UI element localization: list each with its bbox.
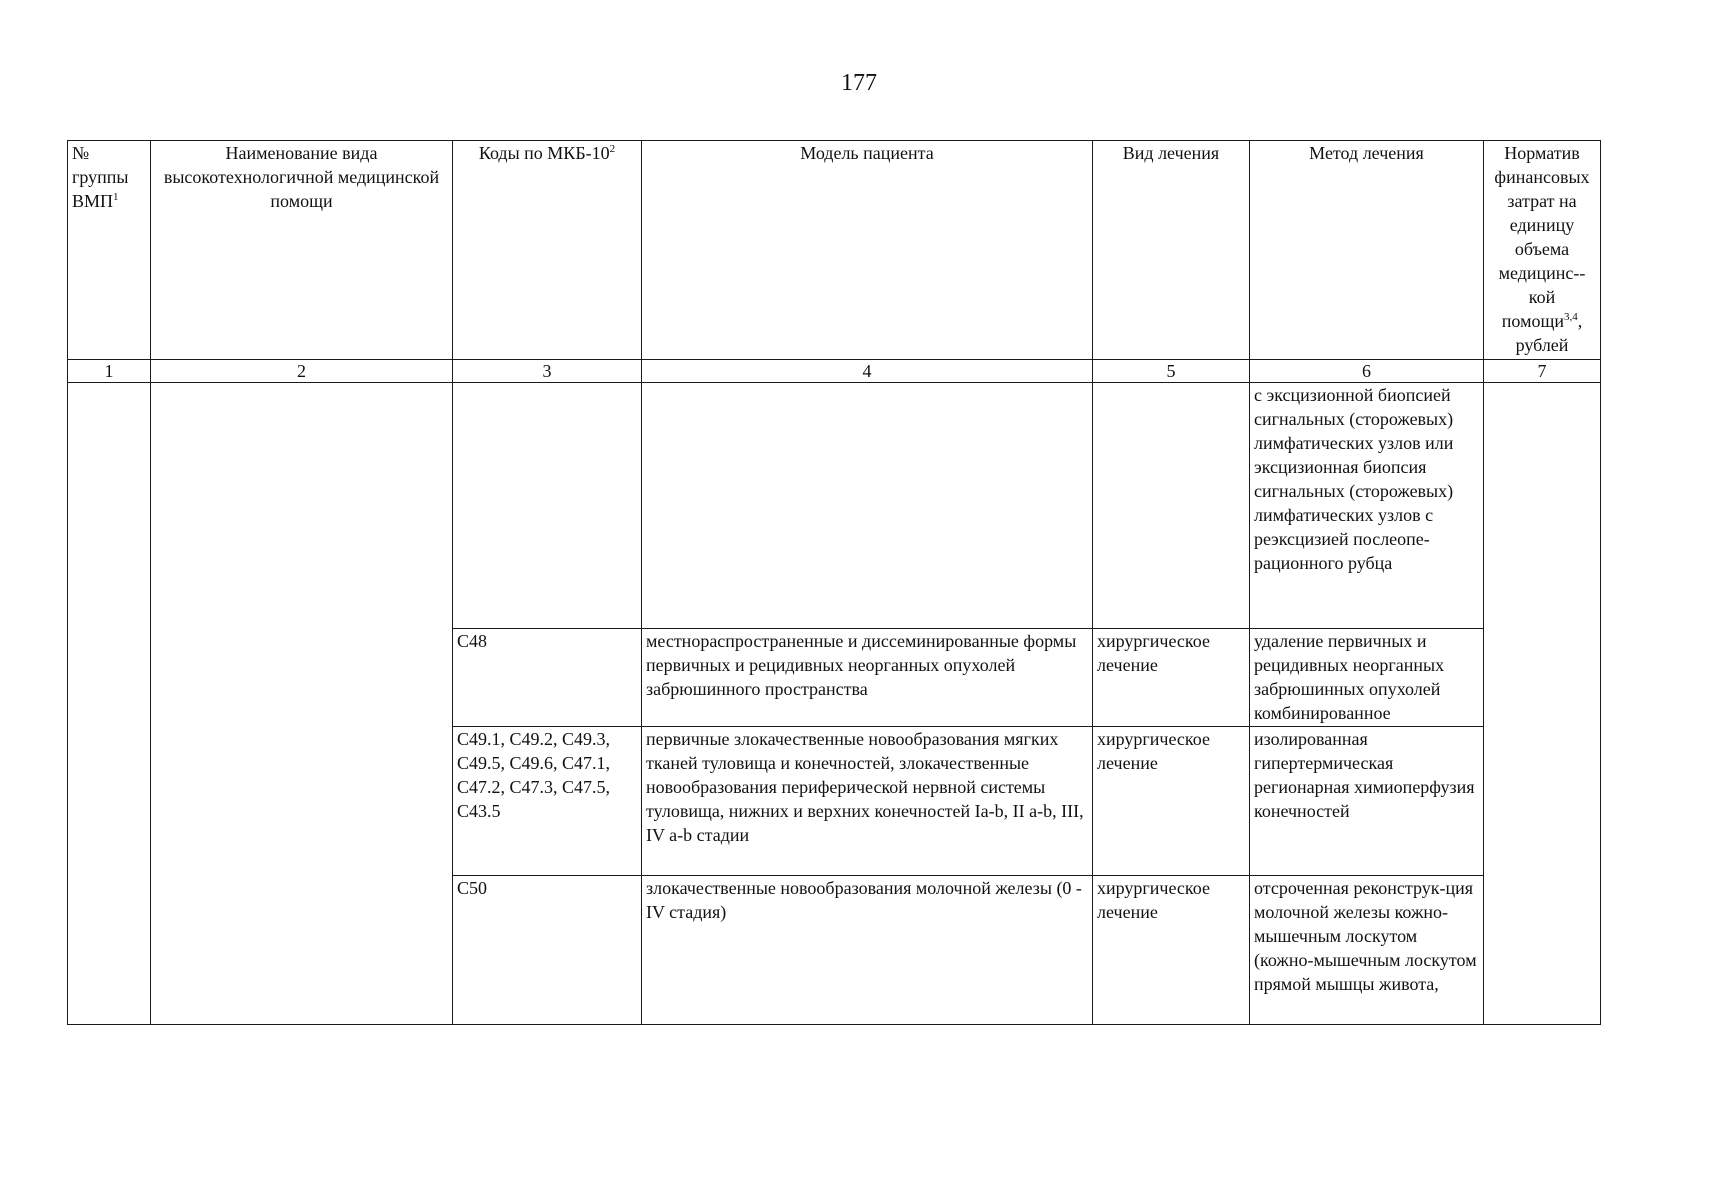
icd-codes-cell <box>453 383 642 629</box>
treatment-type-cell: хирургическое лечение <box>1093 629 1250 727</box>
patient-model-cell: злокачественные новообразования молочной железы (0 - IV стадия) <box>642 876 1093 1025</box>
header-treatment-type-text: Вид лечения <box>1122 143 1220 163</box>
column-number-row <box>68 360 1601 383</box>
page-number: 177 <box>841 70 877 96</box>
header-cost-standard-tail: , рублей <box>1515 311 1583 355</box>
icd-codes-cell: C48 <box>453 629 642 727</box>
footnote-1: 1 <box>113 191 119 203</box>
vmp-group-cell <box>68 383 151 1025</box>
header-vmp-group-text: № группы ВМП <box>72 143 129 211</box>
icd-codes-cell: C49.1, C49.2, C49.3, C49.5, C49.6, C47.1, C47.2, C47.3, C47.5, C43.5 <box>453 727 642 876</box>
header-patient-model <box>642 141 1093 360</box>
table-row <box>68 383 1601 629</box>
header-care-type-text: Наименование вида высокотехнологичной медицинской помощи <box>163 143 440 211</box>
header-cost-standard-text: Норматив финансовых затрат на единицу объема медицинс--кой помощи <box>1494 143 1590 331</box>
treatment-method-cell: изолированная гипертермическая регионарная химиоперфузия конечностей <box>1250 727 1484 876</box>
vmp-table <box>67 140 1601 1025</box>
footnote-3-4: 3,4 <box>1563 311 1578 323</box>
treatment-type-cell: хирургическое лечение <box>1093 727 1250 876</box>
column-number: 2 <box>151 360 453 383</box>
patient-model-cell: местнораспространенные и диссеминированные формы первичных и рецидивных неорганных опухолей забрюшинного пространства <box>642 629 1093 727</box>
patient-model-cell <box>642 383 1093 629</box>
treatment-method-cell: удаление первичных и рецидивных неорганных забрюшинных опухолей комбинированное <box>1250 629 1484 727</box>
cost-standard-cell <box>1484 383 1601 1025</box>
column-number: 7 <box>1484 360 1601 383</box>
header-treatment-method <box>1250 141 1484 360</box>
header-treatment-type <box>1093 141 1250 360</box>
header-care-type <box>151 141 453 360</box>
header-patient-model-text: Модель пациента <box>800 143 934 163</box>
header-vmp-group <box>68 141 151 360</box>
treatment-type-cell <box>1093 383 1250 629</box>
column-number: 4 <box>642 360 1093 383</box>
care-type-cell <box>151 383 453 1025</box>
header-icd-codes-text: Коды по МКБ-10 <box>478 143 610 163</box>
column-number: 3 <box>453 360 642 383</box>
column-number: 1 <box>68 360 151 383</box>
treatment-type-cell: хирургическое лечение <box>1093 876 1250 1025</box>
header-cost-standard <box>1484 141 1601 360</box>
header-row <box>68 141 1601 360</box>
footnote-2: 2 <box>609 143 616 155</box>
patient-model-cell: первичные злокачественные новообразования мягких тканей туловища и конечностей, злокачественные новообразования периферической нервной системы туловища, нижних и верхних конечностей Ia-b, II a-b, III, IV a-b стадии <box>642 727 1093 876</box>
treatment-method-cell: с эксцизионной биопсией сигнальных (сторожевых) лимфатических узлов или эксцизионная биопсия сигнальных (сторожевых) лимфатических узлов с реэксцизией послеопе-рационного рубца <box>1250 383 1484 629</box>
header-treatment-method-text: Метод лечения <box>1309 143 1424 163</box>
column-number: 5 <box>1093 360 1250 383</box>
header-icd-codes <box>453 141 642 360</box>
column-number: 6 <box>1250 360 1484 383</box>
treatment-method-cell: отсроченная реконструк-ция молочной железы кожно-мышечным лоскутом (кожно-мышечным лоскутом прямой мышцы живота, <box>1250 876 1484 1025</box>
icd-codes-cell: C50 <box>453 876 642 1025</box>
